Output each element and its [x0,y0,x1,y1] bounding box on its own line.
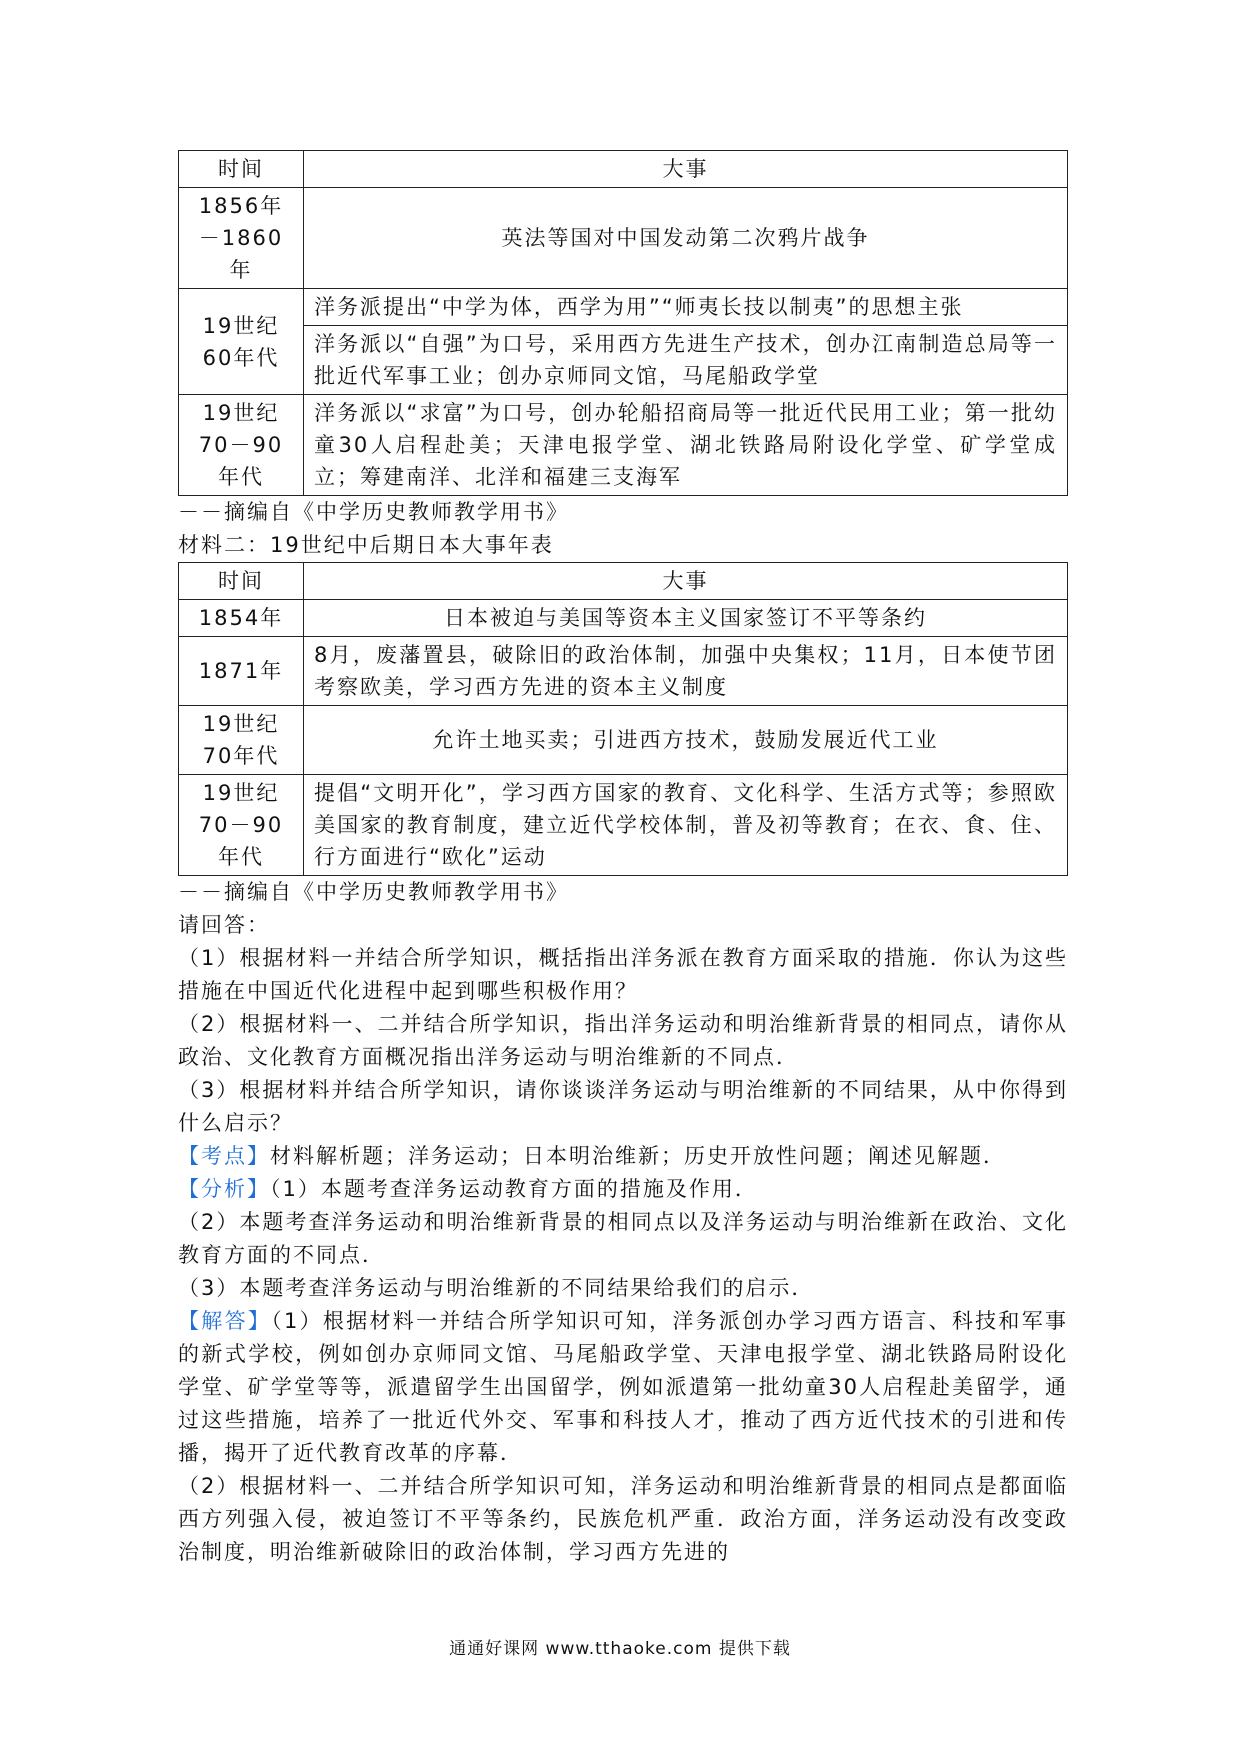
event-cell: 洋务派提出“中学为体，西学为用”“师夷长技以制夷”的思想主张 [304,289,1068,326]
event-cell: 英法等国对中国发动第二次鸦片战争 [304,188,1068,289]
page-footer: 通通好课网 www.tthaoke.com 提供下载 [449,1639,791,1659]
event-cell: 8月，废藩置县，破除旧的政治体制，加强中央集权；11月，日本使节团考察欧美，学习西方先进的资本主义制度 [304,637,1068,706]
table-row [179,775,1068,876]
time-cell: 19世纪70年代 [179,706,304,775]
jieda-p1: （1）根据材料一并结合所学知识可知，洋务派创办学习西方语言、科技和军事的新式学校，例如创办京师同文馆、马尾船政学堂、天津电报学堂、湖北铁路局附设化学堂、矿学堂等等，派遣留学生出国留学，例如派遣第一批幼童30人启程赴美留学，通过这些措施，培养了一批近代外交、军事和科技人才，推动了西方近代技术的引进和传播，揭开了近代教育改革的序幕． [178,1309,1069,1465]
header-events: 大事 [304,563,1068,600]
table-header-row [179,563,1068,600]
question-2: （2）根据材料一、二并结合所学知识，指出洋务运动和明治维新背景的相同点，请你从政治、文化教育方面概况指出洋务运动与明治维新的不同点． [178,1012,1068,1069]
source-note: －－摘编自《中学历史教师教学用书》 [178,500,569,524]
fenxi-p1: （1）本题考查洋务运动教育方面的措施及作用． [270,1177,758,1201]
time-cell: 19世纪60年代 [179,289,304,395]
header-time: 时间 [179,151,304,188]
fenxi-tag: 【分析】 [178,1177,270,1201]
table-row [179,289,1068,326]
time-cell: 1871年 [179,637,304,706]
kaodian-section [178,1140,1068,1173]
event-cell: 日本被迫与美国等资本主义国家签订不平等条约 [304,600,1068,637]
questions-intro: 请回答： [178,913,270,937]
jieda-section [178,1305,1068,1470]
jieda-tag: 【解答】 [178,1309,272,1333]
event-cell: 洋务派以“自强”为口号，采用西方先进生产技术，创办江南制造总局等一批近代军事工业；创办京师同文馆，马尾船政学堂 [304,326,1068,395]
source-note: －－摘编自《中学历史教师教学用书》 [178,880,569,904]
question-3: （3）根据材料并结合所学知识，请你谈谈洋务运动与明治维新的不同结果，从中你得到什么启示？ [178,1078,1068,1135]
event-cell: 洋务派以“求富”为口号，创办轮船招商局等一批近代民用工业；第一批幼童30人启程赴美；天津电报学堂、湖北铁路局附设化学堂、矿学堂成立；筹建南洋、北洋和福建三支海军 [304,395,1068,496]
kaodian-tag: 【考点】 [178,1144,270,1168]
table-row [179,395,1068,496]
kaodian-text: 材料解析题；洋务运动；日本明治维新；历史开放性问题；阐述见解题． [270,1144,1006,1168]
content-area [178,150,1068,1569]
table-header-row [179,151,1068,188]
fenxi-p3: （3）本题考查洋务运动与明治维新的不同结果给我们的启示． [178,1276,815,1300]
table-row [179,600,1068,637]
time-cell: 19世纪70－90年代 [179,775,304,876]
japan-events-table [178,562,1068,876]
material-title: 材料二：19世纪中后期日本大事年表 [178,533,554,557]
question-1: （1）根据材料一并结合所学知识，概括指出洋务派在教育方面采取的措施．你认为这些措施在中国近代化进程中起到哪些积极作用？ [178,946,1068,1003]
event-cell: 提倡“文明开化”，学习西方国家的教育、文化科学、生活方式等；参照欧美国家的教育制度，建立近代学校体制，普及初等教育；在衣、食、住、行方面进行“欧化”运动 [304,775,1068,876]
time-cell: 1856年－1860年 [179,188,304,289]
table-row [179,706,1068,775]
fenxi-section [178,1173,1068,1206]
header-time: 时间 [179,563,304,600]
table-row [179,188,1068,289]
event-cell: 允许土地买卖；引进西方技术，鼓励发展近代工业 [304,706,1068,775]
fenxi-p2: （2）本题考查洋务运动和明治维新背景的相同点以及洋务运动与明治维新在政治、文化教育方面的不同点． [178,1210,1068,1267]
header-events: 大事 [304,151,1068,188]
jieda-p2: （2）根据材料一、二并结合所学知识可知，洋务运动和明治维新背景的相同点是都面临西方列强入侵，被迫签订不平等条约，民族危机严重．政治方面，洋务运动没有改变政治制度，明治维新破除旧的政治体制，学习西方先进的 [178,1474,1068,1564]
table-row [179,326,1068,395]
time-cell: 1854年 [179,600,304,637]
china-events-table [178,150,1068,496]
table-row [179,637,1068,706]
time-cell: 19世纪70－90年代 [179,395,304,496]
